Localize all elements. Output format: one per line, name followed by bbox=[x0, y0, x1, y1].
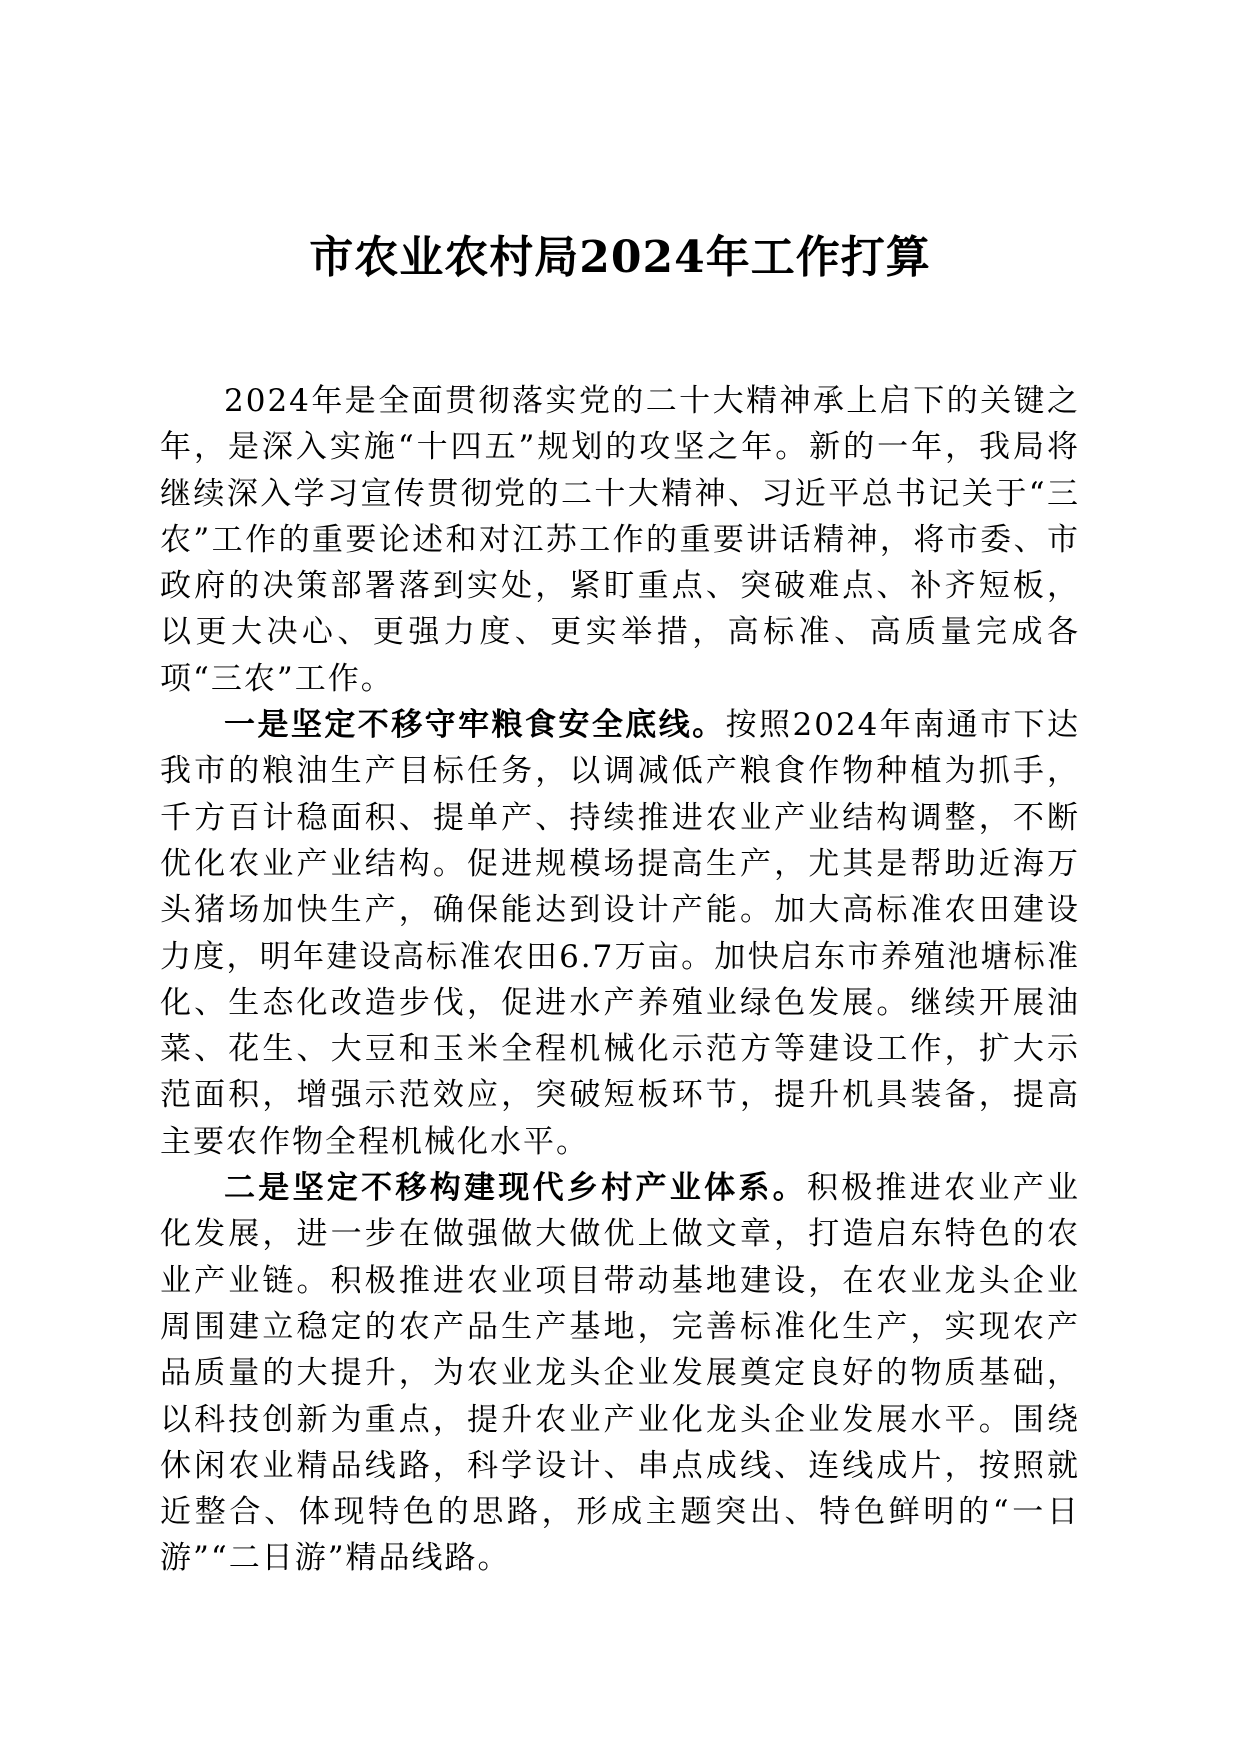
document-title: 市农业农村局2024年工作打算 bbox=[309, 232, 931, 283]
section-paragraph-1 bbox=[160, 702, 1080, 1165]
section-text: 按照2024年南通市下达我市的粮油生产目标任务，以调减低产粮食作物种植为抓手，千方百计稳面积、提单产、持续推进农业产业结构调整，不断优化农业产业结构。促进规模场提高生产，尤其是帮助近海万头猪场加快生产，确保能达到设计产能。加大高标准农田建设力度，明年建设高标准农田6.7万亩。加快启东市养殖池塘标准化、生态化改造步伐，促进水产养殖业绿色发展。继续开展油菜、花生、大豆和玉米全程机械化示范方等建设工作，扩大示范面积，增强示范效应，突破短板环节，提升机具装备，提高主要农作物全程机械化水平。 bbox=[160, 707, 1080, 1160]
section-lead: 二是坚定不移构建现代乡村产业体系。 bbox=[224, 1170, 807, 1207]
intro-paragraph: 2024年是全面贯彻落实党的二十大精神承上启下的关键之年，是深入实施“十四五”规划的攻坚之年。新的一年，我局将继续深入学习宣传贯彻党的二十大精神、习近平总书记关于“三农”工作的重要论述和对江苏工作的重要讲话精神，将市委、市政府的决策部署落到实处，紧盯重点、突破难点、补齐短板，以更大决心、更强力度、更实举措，高标准、高质量完成各项“三农”工作。 bbox=[160, 383, 1080, 697]
section-lead: 一是坚定不移守牢粮食安全底线。 bbox=[224, 707, 726, 744]
section-text: 积极推进农业产业化发展，进一步在做强做大做优上做文章，打造启东特色的农业产业链。积极推进农业项目带动基地建设，在农业龙头企业周围建立稳定的农产品生产基地，完善标准化生产，实现农产品质量的大提升，为农业龙头企业发展奠定良好的物质基础，以科技创新为重点，提升农业产业化龙头企业发展水平。围绕休闲农业精品线路，科学设计、串点成线、连线成片，按照就近整合、体现特色的思路，形成主题突出、特色鲜明的“一日游”“二日游”精品线路。 bbox=[160, 1170, 1081, 1577]
section-paragraph-2 bbox=[160, 1165, 1080, 1582]
document-body bbox=[160, 378, 1080, 1582]
